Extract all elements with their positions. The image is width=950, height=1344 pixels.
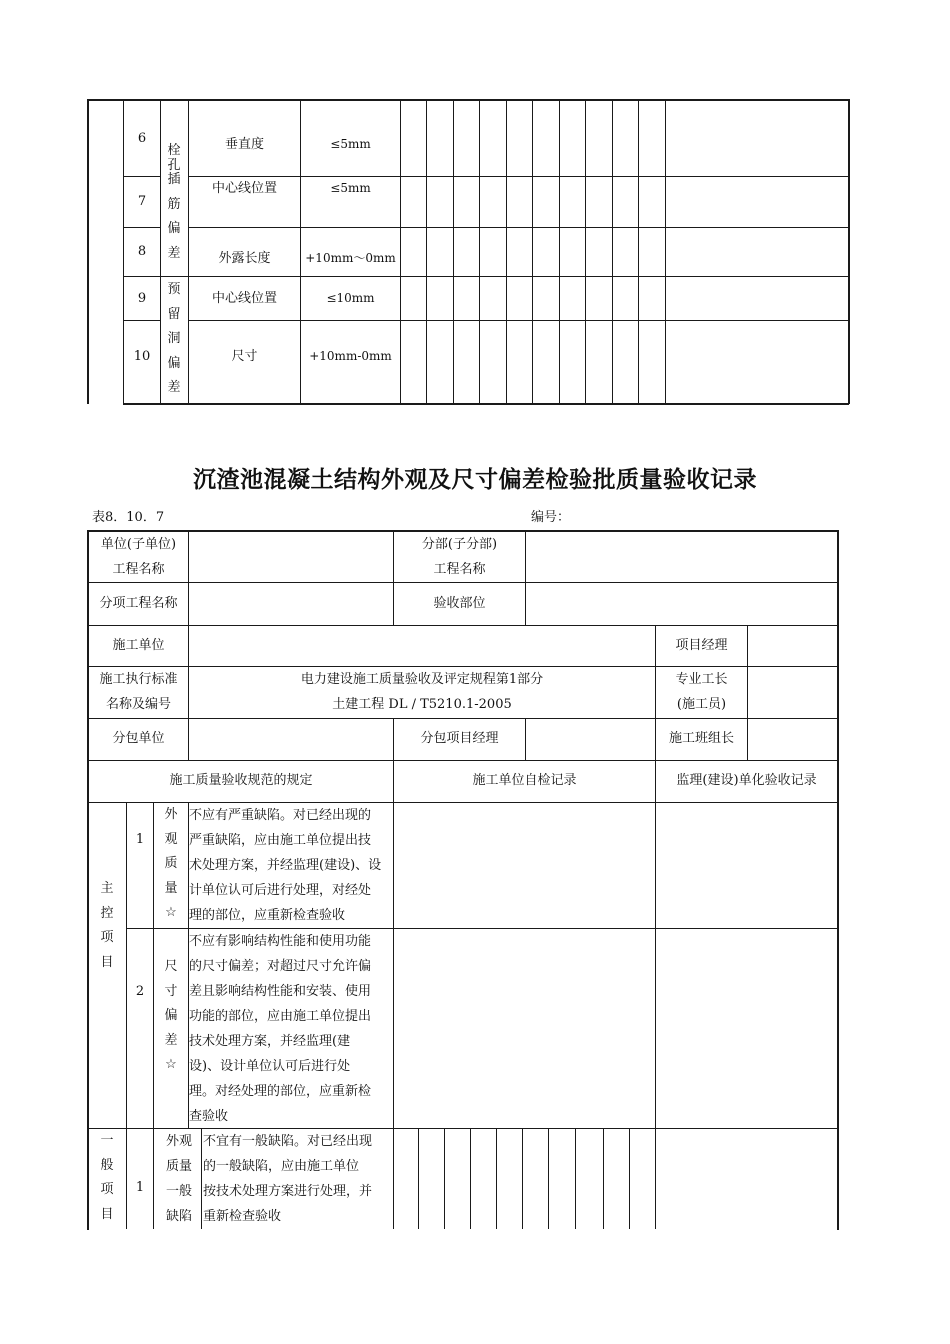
item-name: 尺寸 <box>231 349 258 364</box>
spec-provisions-header: 施工质量验收规范的规定 <box>169 773 313 788</box>
item-requirement: 不应有严重缺陷。对已经出现的 严重缺陷，应由施工单位提出技 术处理方案，并经监理(建设)、设 计单位认可后进行处理，对经处 理的部位，应重新检查验收 <box>189 808 382 923</box>
item-requirement: 不应有影响结构性能和使用功能 的尺寸偏差；对超过尺寸允许偏 差且影响结构性能和安装、使用 功能的部位，应由施工单位提出 技术处理方案，并经监理(建 设)、设计单位认可后进行处 理。对经处理的部位，应重新检 查验收 <box>189 934 372 1124</box>
tolerance: +10mm-0mm <box>309 349 392 363</box>
team-leader-label: 施工班组长 <box>668 731 734 746</box>
row-number: 9 <box>137 291 147 306</box>
item-name: 中心线位置 <box>211 291 277 306</box>
tolerance: ≤5mm <box>330 181 371 195</box>
tolerance: ≤5mm <box>330 137 371 151</box>
item-name-dimension: 尺 寸 偏 差 ☆ <box>164 959 178 1072</box>
item-name: 垂直度 <box>224 137 264 152</box>
supervision-record-header: 监理(建设)单化验收记录 <box>676 773 817 788</box>
item-number: 2 <box>135 984 145 999</box>
subcontract-unit-label: 分包单位 <box>112 731 165 746</box>
item-name-appearance: 外 观 质 量 ☆ <box>164 807 178 920</box>
acceptance-part-label: 验收部位 <box>433 596 486 611</box>
tolerance: +10mm～0mm <box>305 251 396 265</box>
sub-item-project-label: 分项工程名称 <box>99 596 178 611</box>
page-title: 沉渣池混凝土结构外观及尺寸偏差检验批质量验收记录 <box>193 467 757 493</box>
group-label-anchor-bolt: 栓 孔 插 筋 偏 差 <box>167 143 181 261</box>
item-name: 中心线位置 <box>211 181 277 196</box>
table-number: 表8．10．7 <box>92 510 165 525</box>
row-number: 6 <box>137 131 147 146</box>
foreman-label: 专业工长 <box>675 672 728 687</box>
unit-project-label: 单位(子单位) <box>100 537 177 552</box>
standard-value: 电力建设施工质量验收及评定规程第1部分 <box>300 672 544 687</box>
item-number: 1 <box>135 832 145 847</box>
item-name-general-defect: 外观 质量 一般 缺陷 <box>165 1134 192 1224</box>
serial-number-label: 编号： <box>531 510 571 525</box>
standard-value-2: 土建工程 DL / T5210.1-2005 <box>332 697 512 712</box>
item-requirement: 不宜有一般缺陷。对已经出现 的一般缺陷，应由施工单位 按技术处理方案进行处理，并 重新检查验收 <box>203 1134 373 1224</box>
general-items-label: 一 般 项 目 <box>100 1133 114 1222</box>
division-project-label-2: 工程名称 <box>433 562 486 577</box>
item-name: 外露长度 <box>218 251 271 266</box>
division-project-label: 分部(子分部) <box>421 537 498 552</box>
row-number: 8 <box>137 244 147 259</box>
group-label-reserved-hole: 预 留 洞 偏 差 <box>167 282 181 395</box>
foreman-label-2: (施工员) <box>676 697 727 712</box>
row-number: 10 <box>133 349 151 364</box>
main-control-label: 主 控 项 目 <box>100 881 114 970</box>
construction-unit-label: 施工单位 <box>112 638 165 653</box>
row-number: 7 <box>137 194 147 209</box>
standard-label: 施工执行标准 <box>99 672 178 687</box>
project-manager-label: 项目经理 <box>675 638 728 653</box>
unit-project-label-2: 工程名称 <box>112 562 165 577</box>
standard-label-2: 名称及编号 <box>105 697 171 712</box>
subcontract-pm-label: 分包项目经理 <box>420 731 499 746</box>
tolerance: ≤10mm <box>326 291 375 305</box>
item-number: 1 <box>135 1180 145 1195</box>
self-check-record-header: 施工单位自检记录 <box>472 773 577 788</box>
